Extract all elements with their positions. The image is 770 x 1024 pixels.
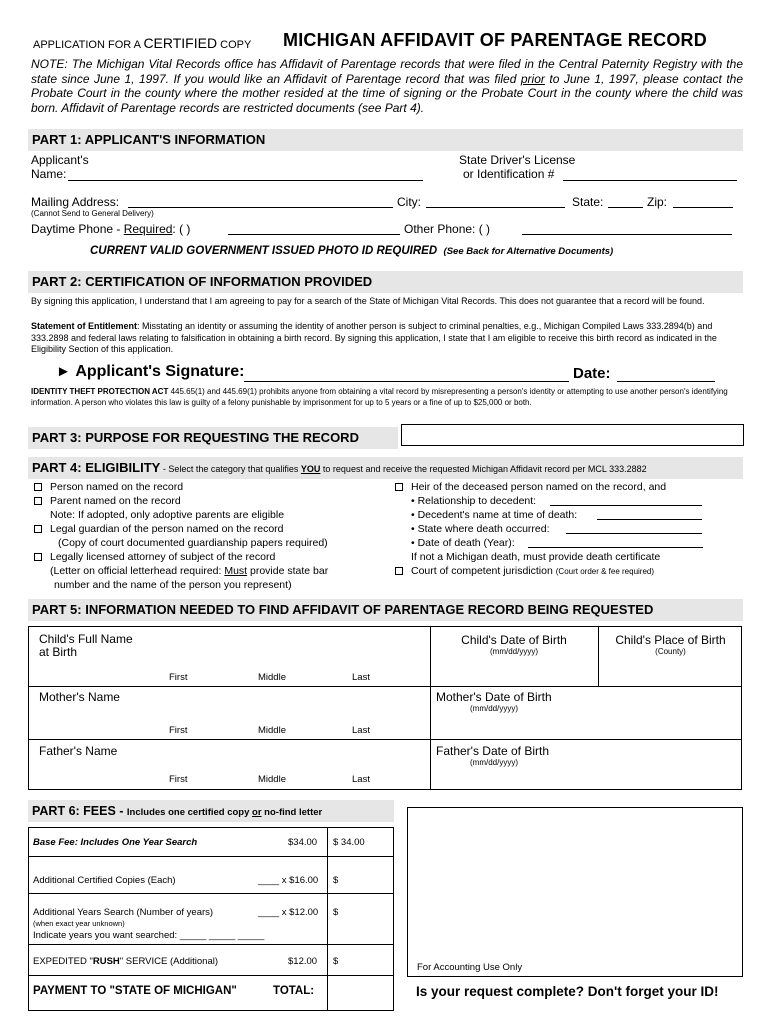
zip-field[interactable] — [673, 207, 733, 208]
additional-copies-total[interactable]: $ — [333, 875, 339, 886]
checkbox-icon[interactable] — [395, 567, 403, 575]
part2-header: PART 2: CERTIFICATION OF INFORMATION PROVIDED — [28, 271, 743, 293]
rush-price: $12.00 — [288, 956, 318, 967]
years-sub-label: (when exact year unknown) — [33, 919, 125, 928]
eligibility-heir[interactable]: Heir of the deceased person named on the record, and — [395, 480, 666, 494]
row-divider — [28, 944, 394, 945]
eligibility-attorney[interactable]: Legally licensed attorney of subject of the record — [34, 550, 328, 564]
middle-label: Middle — [258, 725, 286, 736]
signature-label: ► Applicant's Signature: — [56, 363, 245, 380]
col-divider — [327, 827, 328, 1011]
part3-header: PART 3: PURPOSE FOR REQUESTING THE RECORD — [28, 427, 398, 449]
mother-name-label: Mother's Name — [39, 690, 120, 704]
first-label: First — [169, 725, 188, 736]
child-name-label: Child's Full Name at Birth — [39, 632, 133, 659]
eligibility-left: Person named on the record Parent named on the record Note: If adopted, only adoptive parents are eligible Legal guardian of the person named on the record (Copy of court documented guardianship papers required) Legally licensed attorney of subject of the record (Letter on official letterhead required: Must provide state bar number and the name of the person you represent) — [34, 480, 328, 592]
child-dob-label: Child's Date of Birth (mm/dd/yyyy) — [461, 633, 567, 656]
certification-text: By signing this application, I understand that I am agreeing to pay for a search of the State of Michigan Vital Records. This does not guarantee that a record will be found. — [31, 296, 705, 306]
row-divider — [28, 893, 394, 894]
accounting-box — [407, 807, 743, 977]
additional-years-label: Additional Years Search (Number of years) — [33, 907, 214, 918]
additional-years-price[interactable]: ____ x $12.00 — [258, 907, 319, 918]
form-title: MICHIGAN AFFIDAVIT OF PARENTAGE RECORD — [283, 30, 707, 50]
additional-copies-label: Additional Certified Copies (Each) — [33, 875, 176, 886]
city-label: City: — [397, 195, 421, 209]
base-fee-total: $ 34.00 — [333, 837, 365, 848]
row-divider — [28, 739, 742, 740]
part6-header: PART 6: FEES - Includes one certified copy or no-find letter — [28, 800, 394, 822]
part1-header: PART 1: APPLICANT'S INFORMATION — [28, 129, 743, 151]
base-fee-label: Base Fee: Includes One Year Search — [33, 837, 198, 848]
total-label: TOTAL: — [273, 985, 315, 997]
checkbox-icon[interactable] — [34, 483, 42, 491]
death-state-field[interactable] — [566, 533, 702, 534]
no-delivery-note: (Cannot Send to General Delivery) — [31, 209, 154, 218]
child-pob-label: Child's Place of Birth (County) — [615, 633, 726, 656]
license-field[interactable] — [563, 180, 737, 181]
last-label: Last — [352, 672, 370, 683]
eligibility-person[interactable]: Person named on the record — [34, 480, 328, 494]
date-field[interactable] — [617, 381, 715, 382]
mother-dob-format: (mm/dd/yyyy) — [470, 704, 518, 713]
first-label: First — [169, 672, 188, 683]
rush-label: EXPEDITED "RUSH" SERVICE (Additional) — [33, 956, 219, 967]
checkbox-icon[interactable] — [395, 483, 403, 491]
arrow-right-icon: ► — [56, 363, 71, 380]
applicant-name-label: Applicant's Name: — [31, 153, 89, 181]
daytime-phone-field[interactable] — [228, 234, 400, 235]
mother-dob-label: Mother's Date of Birth — [436, 690, 552, 704]
accounting-label: For Accounting Use Only — [417, 962, 523, 973]
state-field[interactable] — [608, 207, 643, 208]
additional-years-total[interactable]: $ — [333, 907, 339, 918]
eligibility-right: Heir of the deceased person named on the record, and • Relationship to decedent: • Decedent's name at time of death: • State where death occurred: • Date of death (Year): If not a Michigan death, must provide death certificate Court of competent jurisdiction (Court order & fee required) — [395, 480, 666, 579]
mailing-field[interactable] — [128, 207, 393, 208]
other-phone-field[interactable] — [522, 234, 732, 235]
father-name-label: Father's Name — [39, 744, 118, 758]
payment-label: PAYMENT TO "STATE OF MICHIGAN" — [33, 985, 237, 997]
identity-theft-text: IDENTITY THEFT PROTECTION ACT 445.65(1) and 445.69(1) prohibits anyone from obtaining a vital record by misrepresenting a person's identity or attempting to use another person's identifying information. A person who violates this law is guilty of a felony punishable by imprisonment for up to 5 years or a fine of up to $25,000 or both. — [31, 387, 728, 407]
state-label: State: — [572, 195, 604, 209]
relationship-field[interactable] — [550, 505, 702, 506]
eligibility-parent[interactable]: Parent named on the record — [34, 494, 328, 508]
last-label: Last — [352, 725, 370, 736]
rush-total[interactable]: $ — [333, 956, 339, 967]
date-label: Date: — [573, 365, 611, 382]
father-dob-format: (mm/dd/yyyy) — [470, 758, 518, 767]
father-dob-label: Father's Date of Birth — [436, 744, 550, 758]
mailing-label: Mailing Address: — [31, 195, 120, 209]
applicant-name-field[interactable] — [68, 180, 423, 181]
eligibility-guardian[interactable]: Legal guardian of the person named on the record — [34, 522, 328, 536]
death-date-field[interactable] — [528, 547, 703, 548]
zip-label: Zip: — [647, 195, 668, 209]
decedent-name-field[interactable] — [597, 519, 702, 520]
footer-reminder: Is your request complete? Don't forget your ID! — [416, 984, 719, 999]
row-divider — [28, 856, 394, 857]
daytime-phone-label: Daytime Phone - Required: ( ) — [31, 222, 191, 236]
first-label: First — [169, 774, 188, 785]
eligibility-court[interactable]: Court of competent jurisdiction (Court order & fee required) — [395, 564, 666, 579]
checkbox-icon[interactable] — [34, 497, 42, 505]
middle-label: Middle — [258, 774, 286, 785]
part5-header: PART 5: INFORMATION NEEDED TO FIND AFFIDAVIT OF PARENTAGE RECORD BEING REQUESTED — [28, 599, 743, 621]
entitlement-text: Statement of Entitlement: Misstating an identity or assuming the identity of another person is subject to criminal penalties, e.g., Michigan Compiled Laws 333.2894(b) and 333.2898 and federal laws relating to falsification in obtaining a birth record. By signing this application, I state that I am eligible to receive this birth record as indicated in the Eligibility Section of this application. — [31, 321, 717, 354]
row-divider — [28, 686, 742, 687]
row-divider — [28, 975, 394, 976]
checkbox-icon[interactable] — [34, 553, 42, 561]
photo-id-note: CURRENT VALID GOVERNMENT ISSUED PHOTO ID REQUIRED (See Back for Alternative Documents) — [90, 245, 614, 257]
additional-copies-price[interactable]: ____ x $16.00 — [258, 875, 319, 886]
part4-header: PART 4: ELIGIBILITY - Select the category that qualifies YOU to request and receive the requested Michigan Affidavit record per MCL 333.2882 — [28, 457, 743, 479]
years-indicate[interactable]: Indicate years you want searched: _____ _____ _____ — [33, 930, 265, 941]
signature-field[interactable] — [244, 381, 569, 382]
middle-label: Middle — [258, 672, 286, 683]
checkbox-icon[interactable] — [34, 525, 42, 533]
other-phone-label: Other Phone: ( ) — [404, 222, 491, 236]
city-field[interactable] — [426, 207, 565, 208]
purpose-field[interactable] — [401, 424, 744, 446]
application-label: APPLICATION FOR A CERTIFIED COPY — [33, 35, 252, 51]
license-label: State Driver's License or Identification # — [459, 153, 576, 181]
base-fee-price: $34.00 — [288, 837, 318, 848]
note-paragraph: NOTE: The Michigan Vital Records office has Affidavit of Parentage records that were filed in the Central Paternity Registry with the state since June 1, 1997. If you would like an Affidavit of Parentage record that was filed prior to June 1, 1997, please contact the Probate Court in the county where the mother resided at the time of signing or the Probate Court in the county where the child was born. Affidavit of Parentage records are restricted documents (see Part 4). — [31, 57, 744, 115]
last-label: Last — [352, 774, 370, 785]
